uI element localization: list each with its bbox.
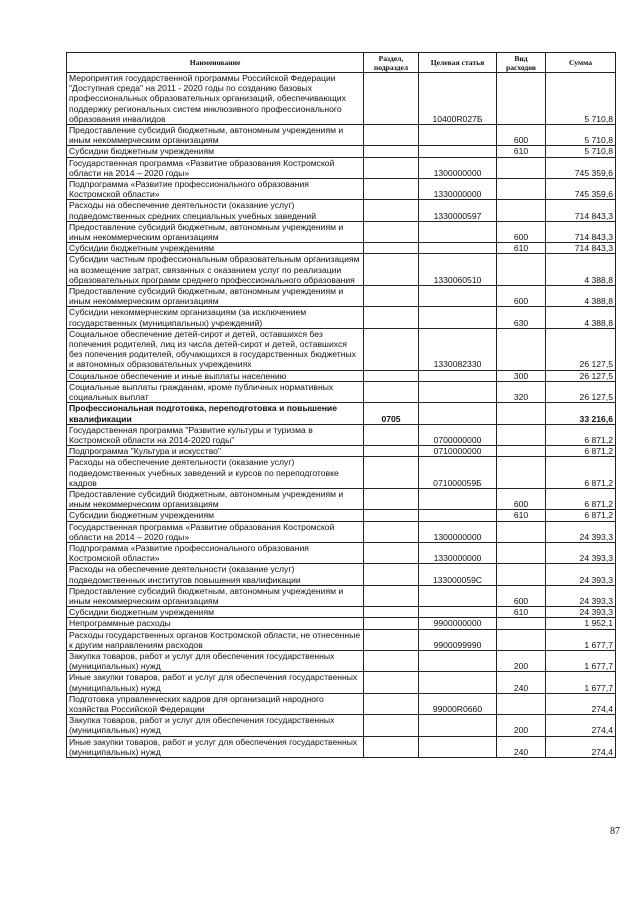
cell-section [364, 510, 419, 521]
cell-name: Предоставление субсидий бюджетным, автономным учреждениям и иным некоммерческим организациям [67, 585, 364, 606]
cell-section [364, 307, 419, 328]
cell-section [364, 221, 419, 242]
table-header [67, 53, 616, 73]
table-row [67, 370, 616, 381]
cell-section [364, 254, 419, 286]
table-row [67, 521, 616, 542]
cell-expense-type [497, 157, 546, 178]
cell-section [364, 672, 419, 693]
cell-target [419, 307, 497, 328]
table-row [67, 736, 616, 757]
cell-expense-type [497, 521, 546, 542]
cell-name: Государственная программа «Развитие образования Костромской области на 2014 – 2020 годы» [67, 521, 364, 542]
cell-target: 1330060510 [419, 254, 497, 286]
table-row [67, 446, 616, 457]
cell-section [364, 607, 419, 618]
cell-expense-type [497, 403, 546, 424]
cell-section: 0705 [364, 403, 419, 424]
cell-amount: 4 388,8 [546, 307, 616, 328]
cell-amount: 1 677,7 [546, 672, 616, 693]
table-row [67, 542, 616, 563]
cell-expense-type: 610 [497, 146, 546, 157]
cell-amount: 26 127,5 [546, 328, 616, 370]
cell-amount: 714 843,3 [546, 200, 616, 221]
table-row [67, 715, 616, 736]
cell-name: Мероприятия государственной программы Российской Федерации "Доступная среда" на 2011 - 2020 годы по созданию базовых профессиональных образовательных организаций, обеспечивающих поддержку региональных систем инклюзивного профессионального образования инвалидов [67, 73, 364, 125]
cell-name: Закупка товаров, работ и услуг для обеспечения государственных (муниципальных) нужд [67, 650, 364, 671]
cell-name: Предоставление субсидий бюджетным, автономным учреждениям и иным некоммерческим организациям [67, 125, 364, 146]
header-expense-type: Вид расходов [497, 53, 546, 73]
cell-name: Расходы государственных органов Костромской области, не отнесенные к другим направлениям расходов [67, 629, 364, 650]
cell-section [364, 125, 419, 146]
table-row [67, 125, 616, 146]
cell-amount: 6 871,2 [546, 457, 616, 489]
cell-name: Подготовка управленческих кадров для организаций народного хозяйства Российской Федерации [67, 693, 364, 714]
table-row [67, 307, 616, 328]
cell-section [364, 200, 419, 221]
cell-section [364, 585, 419, 606]
cell-section [364, 146, 419, 157]
cell-target: 133000059С [419, 564, 497, 585]
cell-target: 1300000000 [419, 521, 497, 542]
cell-amount: 4 388,8 [546, 254, 616, 286]
cell-target [419, 221, 497, 242]
cell-section [364, 521, 419, 542]
cell-target [419, 672, 497, 693]
budget-table [66, 52, 616, 758]
cell-expense-type [497, 564, 546, 585]
cell-expense-type: 630 [497, 307, 546, 328]
cell-expense-type [497, 254, 546, 286]
cell-section [364, 488, 419, 509]
cell-target [419, 715, 497, 736]
cell-section [364, 243, 419, 254]
cell-section [364, 370, 419, 381]
cell-expense-type: 600 [497, 585, 546, 606]
cell-amount: 26 127,5 [546, 370, 616, 381]
cell-target [419, 381, 497, 402]
cell-expense-type [497, 693, 546, 714]
cell-amount: 6 871,2 [546, 446, 616, 457]
cell-amount: 274,4 [546, 693, 616, 714]
cell-name: Предоставление субсидий бюджетным, автономным учреждениям и иным некоммерческим организациям [67, 286, 364, 307]
header-amount: Сумма [546, 53, 616, 73]
cell-target: 1330000000 [419, 179, 497, 200]
cell-name: Подпрограмма «Развитие профессионального образования Костромской области» [67, 542, 364, 563]
table-row [67, 457, 616, 489]
cell-target [419, 650, 497, 671]
cell-section [364, 457, 419, 489]
cell-expense-type [497, 328, 546, 370]
cell-section [364, 73, 419, 125]
cell-expense-type [497, 73, 546, 125]
cell-section [364, 618, 419, 629]
cell-name: Социальное обеспечение детей-сирот и детей, оставшихся без попечения родителей, лиц из числа детей-сирот и детей, оставшихся без попечения родителей, обучающихся в государственных бюджетных и автономных образовательных учреждениях [67, 328, 364, 370]
header-name: Наименование [67, 53, 364, 73]
cell-name: Социальные выплаты гражданам, кроме публичных нормативных социальных выплат [67, 381, 364, 402]
cell-expense-type: 240 [497, 736, 546, 757]
cell-amount: 274,4 [546, 715, 616, 736]
cell-amount: 5 710,8 [546, 125, 616, 146]
table-row [67, 629, 616, 650]
table-row [67, 157, 616, 178]
cell-amount: 274,4 [546, 736, 616, 757]
cell-section [364, 157, 419, 178]
cell-expense-type: 610 [497, 510, 546, 521]
table-row [67, 585, 616, 606]
cell-amount: 714 843,3 [546, 221, 616, 242]
cell-target: 99000R0660 [419, 693, 497, 714]
cell-section [364, 629, 419, 650]
cell-name: Государственная программа «Развитие образования Костромской области на 2014 – 2020 годы» [67, 157, 364, 178]
cell-name: Субсидии бюджетным учреждениям [67, 510, 364, 521]
cell-amount: 745 359,6 [546, 179, 616, 200]
table-row [67, 286, 616, 307]
table-body [67, 73, 616, 758]
cell-target [419, 243, 497, 254]
cell-section [364, 564, 419, 585]
cell-name: Подпрограмма «Развитие профессионального образования Костромской области» [67, 179, 364, 200]
cell-name: Предоставление субсидий бюджетным, автономным учреждениям и иным некоммерческим организациям [67, 221, 364, 242]
cell-amount: 1 677,7 [546, 650, 616, 671]
table-row [67, 403, 616, 424]
cell-target [419, 488, 497, 509]
table-row [67, 254, 616, 286]
cell-target [419, 146, 497, 157]
cell-target [419, 585, 497, 606]
table-row [67, 564, 616, 585]
cell-expense-type: 240 [497, 672, 546, 693]
cell-target [419, 403, 497, 424]
table-row [67, 672, 616, 693]
table-row [67, 179, 616, 200]
cell-target: 1300000000 [419, 157, 497, 178]
cell-expense-type: 200 [497, 650, 546, 671]
cell-section [364, 693, 419, 714]
table-row [67, 328, 616, 370]
cell-expense-type: 610 [497, 243, 546, 254]
cell-name: Субсидии бюджетным учреждениям [67, 607, 364, 618]
cell-section [364, 286, 419, 307]
table-row [67, 200, 616, 221]
cell-name: Субсидии некоммерческим организациям (за исключением государственных (муниципальных) учреждений) [67, 307, 364, 328]
table-row [67, 510, 616, 521]
cell-section [364, 179, 419, 200]
cell-target [419, 607, 497, 618]
cell-amount: 26 127,5 [546, 381, 616, 402]
cell-section [364, 381, 419, 402]
cell-target [419, 736, 497, 757]
cell-target: 071000059Б [419, 457, 497, 489]
cell-amount: 33 216,6 [546, 403, 616, 424]
cell-amount: 24 393,3 [546, 585, 616, 606]
cell-section [364, 328, 419, 370]
table-row [67, 73, 616, 125]
table-row [67, 607, 616, 618]
cell-target: 1330000000 [419, 542, 497, 563]
cell-expense-type [497, 629, 546, 650]
header-target: Целевая статья [419, 53, 497, 73]
cell-amount: 1 952,1 [546, 618, 616, 629]
cell-amount: 4 388,8 [546, 286, 616, 307]
cell-target [419, 286, 497, 307]
cell-expense-type [497, 179, 546, 200]
cell-amount: 714 843,3 [546, 243, 616, 254]
cell-target: 0700000000 [419, 424, 497, 445]
budget-sheet [66, 52, 615, 758]
cell-name: Подпрограмма "Культура и искусство" [67, 446, 364, 457]
cell-section [364, 542, 419, 563]
cell-name: Государственная программа "Развитие культуры и туризма в Костромской области на 2014-2020 годы" [67, 424, 364, 445]
cell-section [364, 650, 419, 671]
cell-amount: 24 393,3 [546, 521, 616, 542]
cell-name: Закупка товаров, работ и услуг для обеспечения государственных (муниципальных) нужд [67, 715, 364, 736]
cell-expense-type: 610 [497, 607, 546, 618]
cell-amount: 1 677,7 [546, 629, 616, 650]
cell-expense-type: 200 [497, 715, 546, 736]
cell-name: Социальное обеспечение и иные выплаты населению [67, 370, 364, 381]
table-row [67, 650, 616, 671]
cell-expense-type: 600 [497, 286, 546, 307]
cell-amount: 24 393,3 [546, 607, 616, 618]
cell-name: Расходы на обеспечение деятельности (оказание услуг) подведомственных институтов повышения квалификации [67, 564, 364, 585]
table-row [67, 488, 616, 509]
cell-expense-type [497, 542, 546, 563]
header-row [67, 53, 616, 73]
cell-name: Субсидии бюджетным учреждениям [67, 243, 364, 254]
cell-target [419, 125, 497, 146]
cell-name: Иные закупки товаров, работ и услуг для обеспечения государственных (муниципальных) нужд [67, 736, 364, 757]
cell-target [419, 510, 497, 521]
cell-amount: 6 871,2 [546, 488, 616, 509]
cell-expense-type [497, 200, 546, 221]
cell-target: 10400R027Б [419, 73, 497, 125]
cell-name: Субсидии частным профессиональным образовательным организациям на возмещение затрат, связанных с оказанием услуг по реализации образовательных программ среднего профессионального образования [67, 254, 364, 286]
cell-expense-type [497, 424, 546, 445]
table-row [67, 618, 616, 629]
cell-target [419, 370, 497, 381]
cell-amount: 24 393,3 [546, 542, 616, 563]
cell-expense-type: 300 [497, 370, 546, 381]
table-row [67, 381, 616, 402]
cell-target: 0710000000 [419, 446, 497, 457]
cell-expense-type [497, 446, 546, 457]
cell-section [364, 715, 419, 736]
cell-target: 1330082330 [419, 328, 497, 370]
cell-amount: 6 871,2 [546, 510, 616, 521]
header-section: Раздел, подраздел [364, 53, 419, 73]
cell-expense-type: 600 [497, 125, 546, 146]
table-row [67, 146, 616, 157]
table-row [67, 221, 616, 242]
cell-name: Непрограммные расходы [67, 618, 364, 629]
cell-section [364, 424, 419, 445]
cell-expense-type [497, 457, 546, 489]
cell-amount: 6 871,2 [546, 424, 616, 445]
page-number: 87 [610, 826, 620, 837]
cell-expense-type: 600 [497, 488, 546, 509]
cell-amount: 24 393,3 [546, 564, 616, 585]
cell-name: Расходы на обеспечение деятельности (оказание услуг) подведомственных средних специальных учебных заведений [67, 200, 364, 221]
cell-amount: 5 710,8 [546, 73, 616, 125]
cell-section [364, 446, 419, 457]
cell-name: Расходы на обеспечение деятельности (оказание услуг) подведомственных учебных заведений и курсов по переподготовке кадров [67, 457, 364, 489]
cell-target: 9900099990 [419, 629, 497, 650]
table-row [67, 424, 616, 445]
cell-expense-type [497, 618, 546, 629]
cell-amount: 745 359,6 [546, 157, 616, 178]
cell-name: Профессиональная подготовка, переподготовка и повышение квалификации [67, 403, 364, 424]
table-row [67, 243, 616, 254]
table-row [67, 693, 616, 714]
cell-target: 1330000597 [419, 200, 497, 221]
cell-name: Предоставление субсидий бюджетным, автономным учреждениям и иным некоммерческим организациям [67, 488, 364, 509]
cell-section [364, 736, 419, 757]
cell-expense-type: 600 [497, 221, 546, 242]
cell-expense-type: 320 [497, 381, 546, 402]
cell-name: Иные закупки товаров, работ и услуг для обеспечения государственных (муниципальных) нужд [67, 672, 364, 693]
cell-target: 9900000000 [419, 618, 497, 629]
cell-amount: 5 710,8 [546, 146, 616, 157]
cell-name: Субсидии бюджетным учреждениям [67, 146, 364, 157]
